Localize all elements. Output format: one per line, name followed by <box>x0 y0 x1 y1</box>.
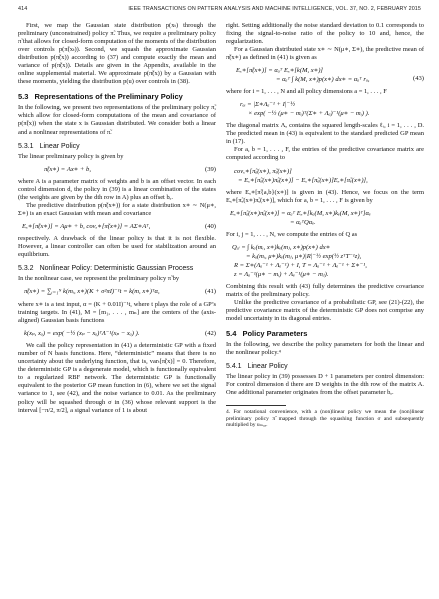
equation-line: = αₐᵀQαₑ. <box>290 218 316 226</box>
section-heading <box>226 329 424 338</box>
paragraph: The predictive distribution p(π̃(x∗)) for a state distribution x∗ ∼ N(μ∗, Σ∗) is an exact Gaussian with mean and covariance <box>18 201 216 217</box>
paragraph: Unlike the predictive covariance of a probabilistic GP, see (21)-(22), the predictive covariance matrix of the deterministic GP does not comprise any model uncertainty in its diagonal entries. <box>226 298 424 322</box>
equation-line: covₓ∗[π̃ₐ(x∗), π̃ₑ(x∗)] <box>234 167 292 175</box>
equation-number: (41) <box>205 288 216 296</box>
running-header <box>18 6 421 16</box>
equation-expectation-product <box>226 209 424 227</box>
subsection-number: 5.4.1 <box>226 362 242 370</box>
paragraph: The linear preliminary policy is given by <box>18 152 124 160</box>
paragraph: We call the policy representation in (41) a deterministic GP with a fixed number of N basis functions. Here, “deterministic” means that there is no uncertainty about the underlying function, that is, varₜ[π̃(x)] = 0. Therefore, the deterministic GP is a degenerate model, which is functionally equivalent to a regularized RBF network. The deterministic GP is functionally equivalent to the posterior GP mean function in (6), where we set the signal variance to 1, see (42), and the noise variance to 0.01. As the preliminary policy will be squashed through σ in (36) whose relevant support is the interval [−π/2, π/2], a signal variance of 1 is about <box>18 342 216 414</box>
equation-body: π̃(x∗) = Ax∗ + b, <box>44 165 91 173</box>
subsection-heading <box>226 363 424 370</box>
paragraph: For a, b = 1, . . . , F, the entries of the predictive covariance matrix are computed according to <box>226 146 424 162</box>
paragraph: The diagonal matrix Λₐ contains the squared length-scales ℓᵢ, i = 1, . . . , D. The predicted mean in (43) is equivalent to the standard predicted GP mean in (17). <box>226 122 424 146</box>
equation-line: = αₐᵀ ∫ k(M, x∗)p(x∗) dx∗ = αₐᵀ rₐ, <box>276 76 370 84</box>
paragraph: where A is a parameter matrix of weights and b is an offset vector. In each control dimension d, the policy in (39) is a linear combination of the states (the weights are given by the dth row in A) plus an offset bₑ. <box>18 177 216 201</box>
subsection-title: Linear Policy <box>247 362 288 370</box>
paragraph: The linear policy in (39) possesses D + 1 parameters per control dimension: For control dimension d there are D weights in the dth row of the matrix A. One additional parameter originates from the offset parameter bₑ. <box>226 372 424 397</box>
subsection-title: Nonlinear Policy: Deterministic Gaussian Process <box>39 264 194 272</box>
paragraph: For a Gaussian distributed state x∗ ∼ N(μ∗, Σ∗), the predictive mean of π̃(x∗) as defined in (41) is given as <box>226 46 424 62</box>
paragraph: For i, j = 1, . . . , N, we compute the entries of Q as <box>226 230 358 238</box>
paragraph: right. Setting additionally the noise standard deviation to 0.1 corresponds to fixing the signal-to-noise ratio of the policy to 10 and, hence, the regularization. <box>226 22 424 46</box>
equation-body: k(xₚ, xₐ) = exp( −½ (xₚ − xₐ)ᵀΛ⁻¹(xₚ − xₐ) ). <box>24 330 140 338</box>
paragraph: Combining this result with (43) fully determines the predictive covariance matrix of the preliminary policy. <box>226 282 424 298</box>
equation-43 <box>226 66 424 84</box>
journal-running-title: IEEE TRANSACTIONS ON PATTERN ANALYSIS AND MACHINE INTELLIGENCE, VOL. 37, NO. 2, FEBRUARY 2015 <box>128 6 421 12</box>
left-column <box>18 22 216 415</box>
footnote: 4. For notational convenience, with a (non)linear policy we mean the (non)linear preliminary policy π̃ mapped through the squashing function σ and subsequently multiplied by uₘₐₓ. <box>226 409 424 429</box>
equation-q <box>226 243 424 279</box>
equation-line: Qᵢⱼ = ∫ kₐ(mᵢ, x∗)kₑ(mⱼ, x∗)p(x∗) dx∗ <box>232 243 331 251</box>
section-title: Policy Parameters <box>242 328 308 338</box>
page-number: 414 <box>18 6 28 12</box>
paragraph: where for i = 1, . . . , N and all policy dimensions a = 1, . . . , F <box>226 88 387 96</box>
subsection-heading <box>18 265 216 272</box>
subsection-number: 5.3.2 <box>18 264 34 272</box>
equation-line: R = Σ∗(Λₐ⁻¹ + Λₑ⁻¹) + I, T = Λₐ⁻¹ + Λₑ⁻¹ + Σ∗⁻¹, <box>234 261 367 269</box>
paragraph: In the following, we describe the policy parameters for both the linear and the nonlinear policy.⁴ <box>226 340 424 356</box>
paragraph: In the following, we present two representations of the preliminary policy π̃, which allow for closed-form computations of the mean and covariance of p(π̃(x)) when the state x is Gaussian distributed. We consider both a linear and a nonlinear representations of π̃. <box>18 104 216 136</box>
equation-42 <box>18 329 216 338</box>
section-number: 5.4 <box>226 328 237 338</box>
section-heading <box>18 92 216 101</box>
equation-line: × exp( −½ (μ∗ − mᵢ)ᵀ(Σ∗ + Λₐ)⁻¹(μ∗ − mᵢ) ). <box>248 110 370 118</box>
equation-r <box>226 100 424 118</box>
footnote-rule <box>226 405 286 406</box>
equation-line: Eₓ∗[π̃ₐ(x∗)π̃ₑ(x∗)] = αₐᵀ Eₓ∗[kₐ(M, x∗)kₑ(M, x∗)ᵀ]αₑ <box>230 209 371 217</box>
equation-number: (43) <box>413 75 424 83</box>
section-number: 5.3 <box>18 92 29 102</box>
equation-number: (42) <box>205 330 216 338</box>
equation-body: π̃(x∗) = ∑ᵢ₌₁ᴺ k(mᵢ, x∗)(K + σ²πI)⁻¹t = k(m, x∗)ᵀα, <box>24 288 160 296</box>
equation-line: z = Λₐ⁻¹(μ∗ − mᵢ) + Λₑ⁻¹(μ∗ − mⱼ). <box>234 270 329 278</box>
paragraph: respectively. A drawback of the linear policy is that it is not flexible. However, a linear controller can often be used for stabilization around an equilibrium. <box>18 234 216 258</box>
equation-line: = Eₓ∗[π̃ₐ(x∗)π̃ₑ(x∗)] − Eₓ∗[π̃ₐ(x∗)]Eₓ∗[π̃ₑ(x∗)], <box>238 176 368 184</box>
equation-line: Eₓ∗[π̃(x∗)] = αₐᵀ Eₓ∗[k(M, x∗)] <box>236 67 323 75</box>
equation-41 <box>18 287 216 297</box>
equation-line: = kₐ(mᵢ, μ∗)kₑ(mⱼ, μ∗)|R|⁻½ exp(½ zᵀT⁻¹z), <box>246 252 362 260</box>
right-column <box>226 22 424 429</box>
equation-number: (40) <box>205 222 216 230</box>
paragraph: In the nonlinear case, we represent the preliminary policy π̃ by <box>18 274 180 282</box>
equation-cov <box>226 167 424 185</box>
subsection-number: 5.3.1 <box>18 142 34 150</box>
equation-body: Eₓ∗[π̃(x∗)] = Aμ∗ + b, covₓ∗[π̃(x∗)] = AΣ∗Aᵀ, <box>22 222 151 230</box>
paragraph: where x∗ is a test input, α = (K + 0.01I)⁻¹t, where t plays the role of a GP’s training targets. In (41), M = [m₁, . . . , mₙ] are the centers of the (axis-aligned) Gaussian basis functions <box>18 301 216 325</box>
equation-line: rₐᵢ = |Σ∗Λₐ⁻¹ + I|⁻½ <box>240 101 296 109</box>
paragraph: where Eₓ∗[π̃{a,b}(x∗)] is given in (43). Hence, we focus on the term Eₓ∗[π̃ₐ(x∗)π̃ₑ(x∗)], which for a, b = 1, . . . , F is given by <box>226 188 424 204</box>
equation-number: (39) <box>205 165 216 173</box>
subsection-heading <box>18 143 216 150</box>
equation-39 <box>18 165 216 174</box>
subsection-title: Linear Policy <box>39 142 80 150</box>
equation-40 <box>18 222 216 231</box>
section-title: Representations of the Preliminary Policy <box>34 92 183 102</box>
intro-paragraph: First, we map the Gaussian state distribution p(xₜ) through the preliminary (unconstrained) policy π̃. Thus, we require a preliminary policy π̃ that allows for closed-form computation of the moments of the distribution over controls p(π̃(xₜ)). Second, we squash the approximate Gaussian distribution p(π̃(x)) according to (37) and compute exactly the mean and variance of p(π̃(x)). Details are given in the Appendix, available in the online supplemental material. We approximate p(π̃(x)) by a Gaussian with these moments, yielding the distribution p(u) over controls in (38). <box>18 22 216 86</box>
